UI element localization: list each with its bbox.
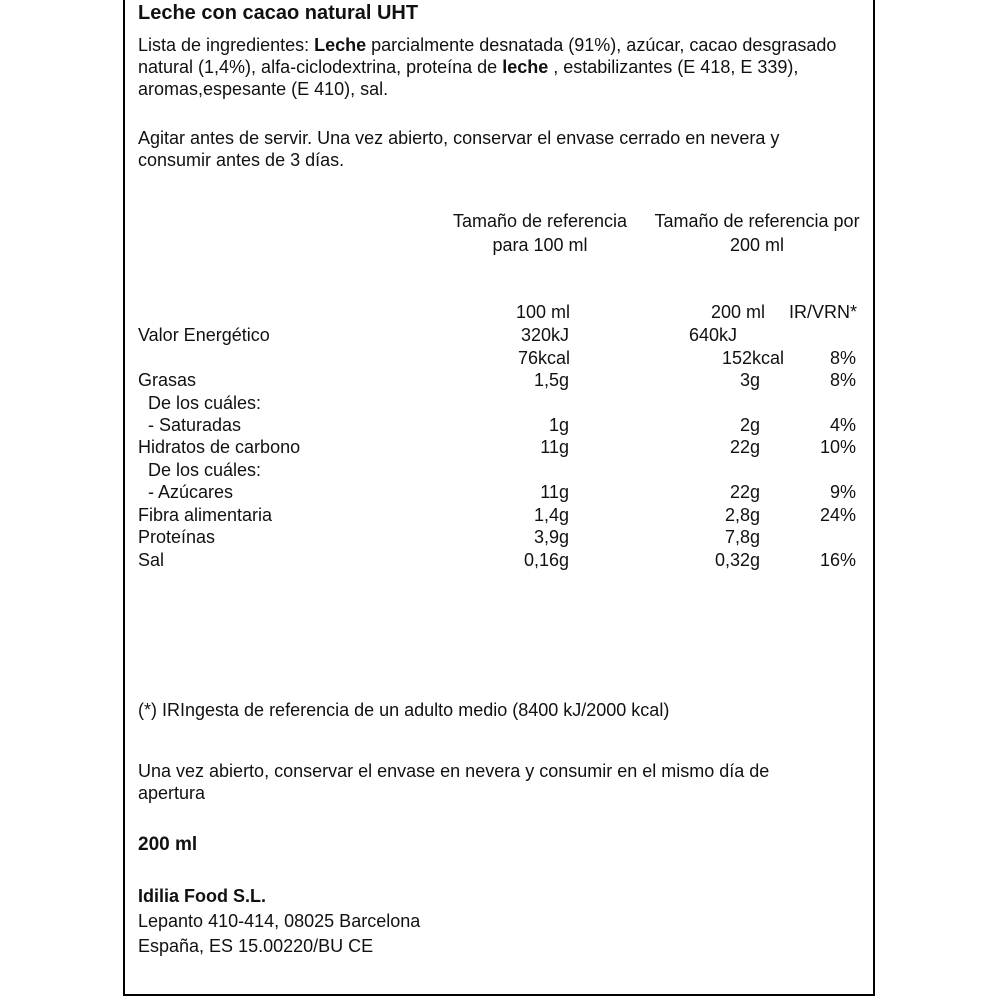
nutrient-value-200ml: 22g xyxy=(729,437,760,457)
nutrient-ir: 16% xyxy=(819,550,856,570)
nutrient-name: Fibra alimentaria xyxy=(138,505,273,525)
nutrient-value-200ml: 640kJ xyxy=(689,325,738,345)
nutrient-value-200ml: 3g xyxy=(739,370,760,390)
nutrition-unit-200ml: 200 ml xyxy=(710,302,765,322)
nutrient-value-100ml: 11g xyxy=(540,437,569,457)
nutrient-subheading: De los cuáles: xyxy=(148,393,262,413)
ingredients-label: Lista de ingredientes: xyxy=(138,35,315,55)
nutrient-value-100ml: 1,4g xyxy=(533,505,569,525)
nutrient-name: Hidratos de carbono xyxy=(138,437,301,457)
nutrient-value-200ml: 7,8g xyxy=(724,527,760,547)
nutrition-header-200ml: Tamaño de referencia por xyxy=(654,211,860,231)
nutrition-unit-ir: IR/VRN* xyxy=(788,302,857,322)
nutrient-ir: 10% xyxy=(819,437,856,457)
instructions: Agitar antes de servir. Una vez abierto, conservar el envase cerrado en nevera y consumir antes de 3 días. xyxy=(138,128,780,170)
storage-note: Una vez abierto, conservar el envase en nevera y consumir en el mismo día de apertura xyxy=(138,761,770,803)
nutrient-name: - Saturadas xyxy=(148,415,242,435)
nutrient-name: Valor Energético xyxy=(138,325,270,345)
nutrient-ir: 8% xyxy=(829,370,856,390)
ingredients-list xyxy=(138,34,858,100)
nutrient-name: Proteínas xyxy=(138,527,216,547)
footnote: (*) IRIngesta de referencia de un adulto medio (8400 kJ/2000 kcal) xyxy=(138,700,670,720)
nutrient-ir: 8% xyxy=(829,348,856,368)
nutrient-value-100ml: 76kcal xyxy=(517,348,570,368)
company-address: Lepanto 410-414, 08025 Barcelona xyxy=(138,911,421,931)
ingredients-text-1: parcialmente desnatada (91%), azúcar, cacao desgrasado natural (1,4%), alfa-ciclodextrina, proteína de xyxy=(138,35,837,77)
ingredients-text-2: , estabilizantes (E 418, E 339), aromas,espesante (E 410), sal. xyxy=(138,57,799,99)
nutrient-ir: 4% xyxy=(829,415,856,435)
nutrition-header-100ml: Tamaño de referencia xyxy=(452,211,628,231)
nutrient-value-100ml: 320kJ xyxy=(520,325,569,345)
nutrient-value-100ml: 3,9g xyxy=(533,527,569,547)
nutrient-ir: 9% xyxy=(829,482,856,502)
nutrition-unit-100ml: 100 ml xyxy=(515,302,570,322)
ingredient-leche: Leche xyxy=(314,35,367,55)
nutrient-name: Sal xyxy=(138,550,165,570)
nutrient-value-200ml: 22g xyxy=(729,482,760,502)
nutrient-value-100ml: 11g xyxy=(540,482,569,502)
company-name: Idilia Food S.L. xyxy=(138,886,266,906)
volume: 200 ml xyxy=(138,834,198,855)
nutrient-value-200ml: 0,32g xyxy=(714,550,760,570)
nutrient-value-200ml: 2,8g xyxy=(724,505,760,525)
nutrient-value-200ml: 152kcal xyxy=(721,348,784,368)
company-registration: España, ES 15.00220/BU CE xyxy=(138,936,374,956)
nutrition-header-200ml-line2: 200 ml xyxy=(729,235,785,255)
nutrient-subheading: De los cuáles: xyxy=(148,460,262,480)
nutrient-name: Grasas xyxy=(138,370,197,390)
product-title: Leche con cacao natural UHT xyxy=(138,2,419,24)
nutrient-value-200ml: 2g xyxy=(739,415,760,435)
nutrient-value-100ml: 1,5g xyxy=(533,370,569,390)
ingredient-leche-2: leche xyxy=(502,57,549,77)
nutrient-value-100ml: 1g xyxy=(548,415,569,435)
nutrient-name: - Azúcares xyxy=(148,482,234,502)
nutrition-header-100ml-line2: para 100 ml xyxy=(492,235,588,255)
nutrient-ir: 24% xyxy=(819,505,856,525)
nutrient-value-100ml: 0,16g xyxy=(523,550,569,570)
